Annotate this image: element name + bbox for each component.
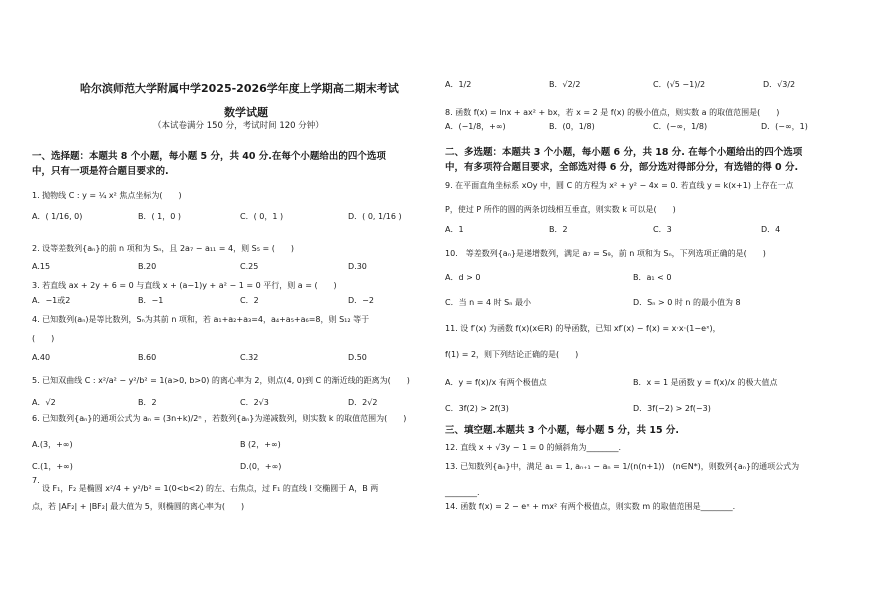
exam-title: 哈尔滨师范大学附属中学2025-2026学年度上学期高二期末考试	[80, 82, 399, 95]
q11-option-b: B．x = 1 是函数 y = f(x)/x 的极大值点	[633, 378, 778, 387]
q6-option-a: A.(3，+∞)	[32, 440, 73, 449]
question-4-tail: ( )	[32, 334, 55, 343]
q2-option-d: D.30	[348, 262, 367, 271]
question-12: 12. 直线 x + √3y − 1 = 0 的倾斜角为________.	[445, 443, 622, 452]
left-column	[28, 0, 448, 614]
q6-option-c: C.(1，+∞)	[32, 462, 73, 471]
question-8: 8. 函数 f(x) = lnx + ax² + bx，若 x = 2 是 f(x) 的极小值点，则实数 a 的取值范围是( )	[445, 108, 780, 117]
q1-option-c: C．( 0，1 )	[240, 212, 284, 221]
q9-option-b: B．2	[549, 225, 568, 234]
question-9-tail: P，使过 P 所作的圆的两条切线相互垂直，则实数 k 可以是( )	[445, 205, 676, 214]
q6-option-b: B (2，+∞)	[240, 440, 281, 449]
question-3: 3. 若直线 ax + 2y + 6 = 0 与直线 x + (a−1)y + a² − 1 = 0 平行，则 a = ( )	[32, 281, 337, 290]
q11-option-d: D．3f(−2) > 2f(−3)	[633, 404, 711, 413]
q11-option-c: C．3f(2) > 2f(3)	[445, 404, 509, 413]
q5-option-b: B．2	[138, 398, 157, 407]
q4-option-c: C.32	[240, 353, 259, 362]
q4-option-d: D.50	[348, 353, 367, 362]
question-11: 11. 设 f′(x) 为函数 f(x)(x∈R) 的导函数，已知 xf′(x) − f(x) = x·x·(1−eˣ)，	[445, 324, 721, 333]
q8-option-a: A．(−1/8，+∞)	[445, 122, 506, 131]
q1-option-b: B．( 1，0 )	[138, 212, 181, 221]
question-5: 5. 已知双曲线 C : x²/a² − y²/b² = 1(a>0, b>0) 的离心率为 2，则点(4, 0)到 C 的渐近线的距离为( )	[32, 376, 410, 385]
q1-option-a: A．( 1/16, 0)	[32, 212, 83, 221]
q9-option-c: C．3	[653, 225, 672, 234]
q1-option-d: D．( 0, 1/16 )	[348, 212, 402, 221]
q7-option-b: B．√2/2	[549, 80, 581, 89]
q5-option-a: A．√2	[32, 398, 56, 407]
q5-option-d: D．2√2	[348, 398, 378, 407]
question-2: 2. 设等差数列{aₙ}的前 n 项和为 Sₙ，且 2a₇ − a₁₁ = 4，则 S₅ = ( )	[32, 244, 294, 253]
q3-option-c: C．2	[240, 296, 259, 305]
q4-option-b: B.60	[138, 353, 157, 362]
section-heading-1b: 中，只有一项是符合题目要求的.	[32, 166, 169, 177]
q6-option-d: D.(0，+∞)	[240, 462, 282, 471]
q10-option-c: C．当 n = 4 时 Sₙ 最小	[445, 298, 531, 307]
q2-option-a: A.15	[32, 262, 51, 271]
question-11-tail: f(1) = 2，则下列结论正确的是( )	[445, 350, 579, 359]
question-7-tail: 点，若 |AF₂| + |BF₂| 最大值为 5，则椭圆的离心率为( )	[32, 502, 245, 511]
question-7: 设 F₁，F₂ 是椭圆 x²/4 + y²/b² = 1(0<b<2) 的左、右焦点，过 F₁ 的直线 l 交椭圆于 A，B 两	[42, 484, 379, 493]
q7-option-d: D．√3/2	[763, 80, 796, 89]
question-9: 9. 在平面直角坐标系 xOy 中，圆 C 的方程为 x² + y² − 4x = 0. 若直线 y = k(x+1) 上存在一点	[445, 181, 794, 190]
subject-title: 数学试题	[224, 106, 268, 119]
q10-option-a: A．d > 0	[445, 273, 481, 282]
q8-option-c: C．(−∞，1/8)	[653, 122, 708, 131]
q4-option-a: A.40	[32, 353, 51, 362]
q7-option-c: C．(√5 −1)/2	[653, 80, 706, 89]
q7-option-a: A．1/2	[445, 80, 472, 89]
q2-option-c: C.25	[240, 262, 259, 271]
q10-option-d: D．Sₙ > 0 时 n 的最小值为 8	[633, 298, 741, 307]
question-13-tail: ________.	[445, 488, 480, 497]
q5-option-c: C．2√3	[240, 398, 269, 407]
exam-info: （本试卷满分 150 分，考试时间 120 分钟）	[153, 121, 324, 131]
question-10: 10. 等差数列{aₙ}是递增数列，满足 a₇ = S₉，前 n 项和为 Sₙ，下列选项正确的是( )	[445, 249, 766, 258]
q9-option-a: A．1	[445, 225, 464, 234]
question-13: 13. 已知数列{aₙ}中，满足 a₁ = 1, aₙ₊₁ − aₙ = 1/(n(n+1)) (n∈N*)，则数列{aₙ}的通项公式为	[445, 462, 800, 471]
question-14: 14. 函数 f(x) = 2 − eˣ + mx² 有两个极值点，则实数 m 的取值范围是________.	[445, 502, 736, 511]
q8-option-b: B．(0，1/8)	[549, 122, 595, 131]
section-heading-2: 二、多选题：本题共 3 个小题，每小题 6 分，共 18 分. 在每个小题给出的四个选项	[445, 147, 803, 158]
right-column	[443, 0, 863, 614]
question-6: 6. 已知数列{aₙ}的通项公式为 aₙ = (3n+k)/2ⁿ ，若数列{aₙ}为递减数列，则实数 k 的取值范围为( )	[32, 414, 407, 423]
section-heading-1: 一、选择题：本题共 8 个小题，每小题 5 分，共 40 分.在每个小题给出的四个选项	[32, 151, 386, 162]
q8-option-d: D．(−∞，1)	[761, 122, 808, 131]
q11-option-a: A．y = f(x)/x 有两个极值点	[445, 378, 547, 387]
question-1: 1. 抛物线 C : y = ¼ x² 焦点坐标为( )	[32, 191, 182, 200]
q2-option-b: B.20	[138, 262, 157, 271]
q3-option-b: B．−1	[138, 296, 164, 305]
q3-option-d: D．−2	[348, 296, 374, 305]
q9-option-d: D．4	[761, 225, 781, 234]
q10-option-b: B．a₁ < 0	[633, 273, 672, 282]
q3-option-a: A．−1或2	[32, 296, 71, 305]
question-7-number: 7.	[32, 476, 40, 485]
section-heading-2b: 中，有多项符合题目要求，全部选对得 6 分，部分选对得部分分，有选错的得 0 分.	[445, 162, 799, 173]
question-4: 4. 已知数列(aₙ)是等比数列，Sₙ为其前 n 项和，若 a₁+a₂+a₃=4，a₄+a₅+a₆=8，则 S₁₂ 等于	[32, 315, 370, 324]
section-heading-3: 三、填空题.本题共 3 个小题，每小题 5 分，共 15 分.	[445, 425, 680, 436]
